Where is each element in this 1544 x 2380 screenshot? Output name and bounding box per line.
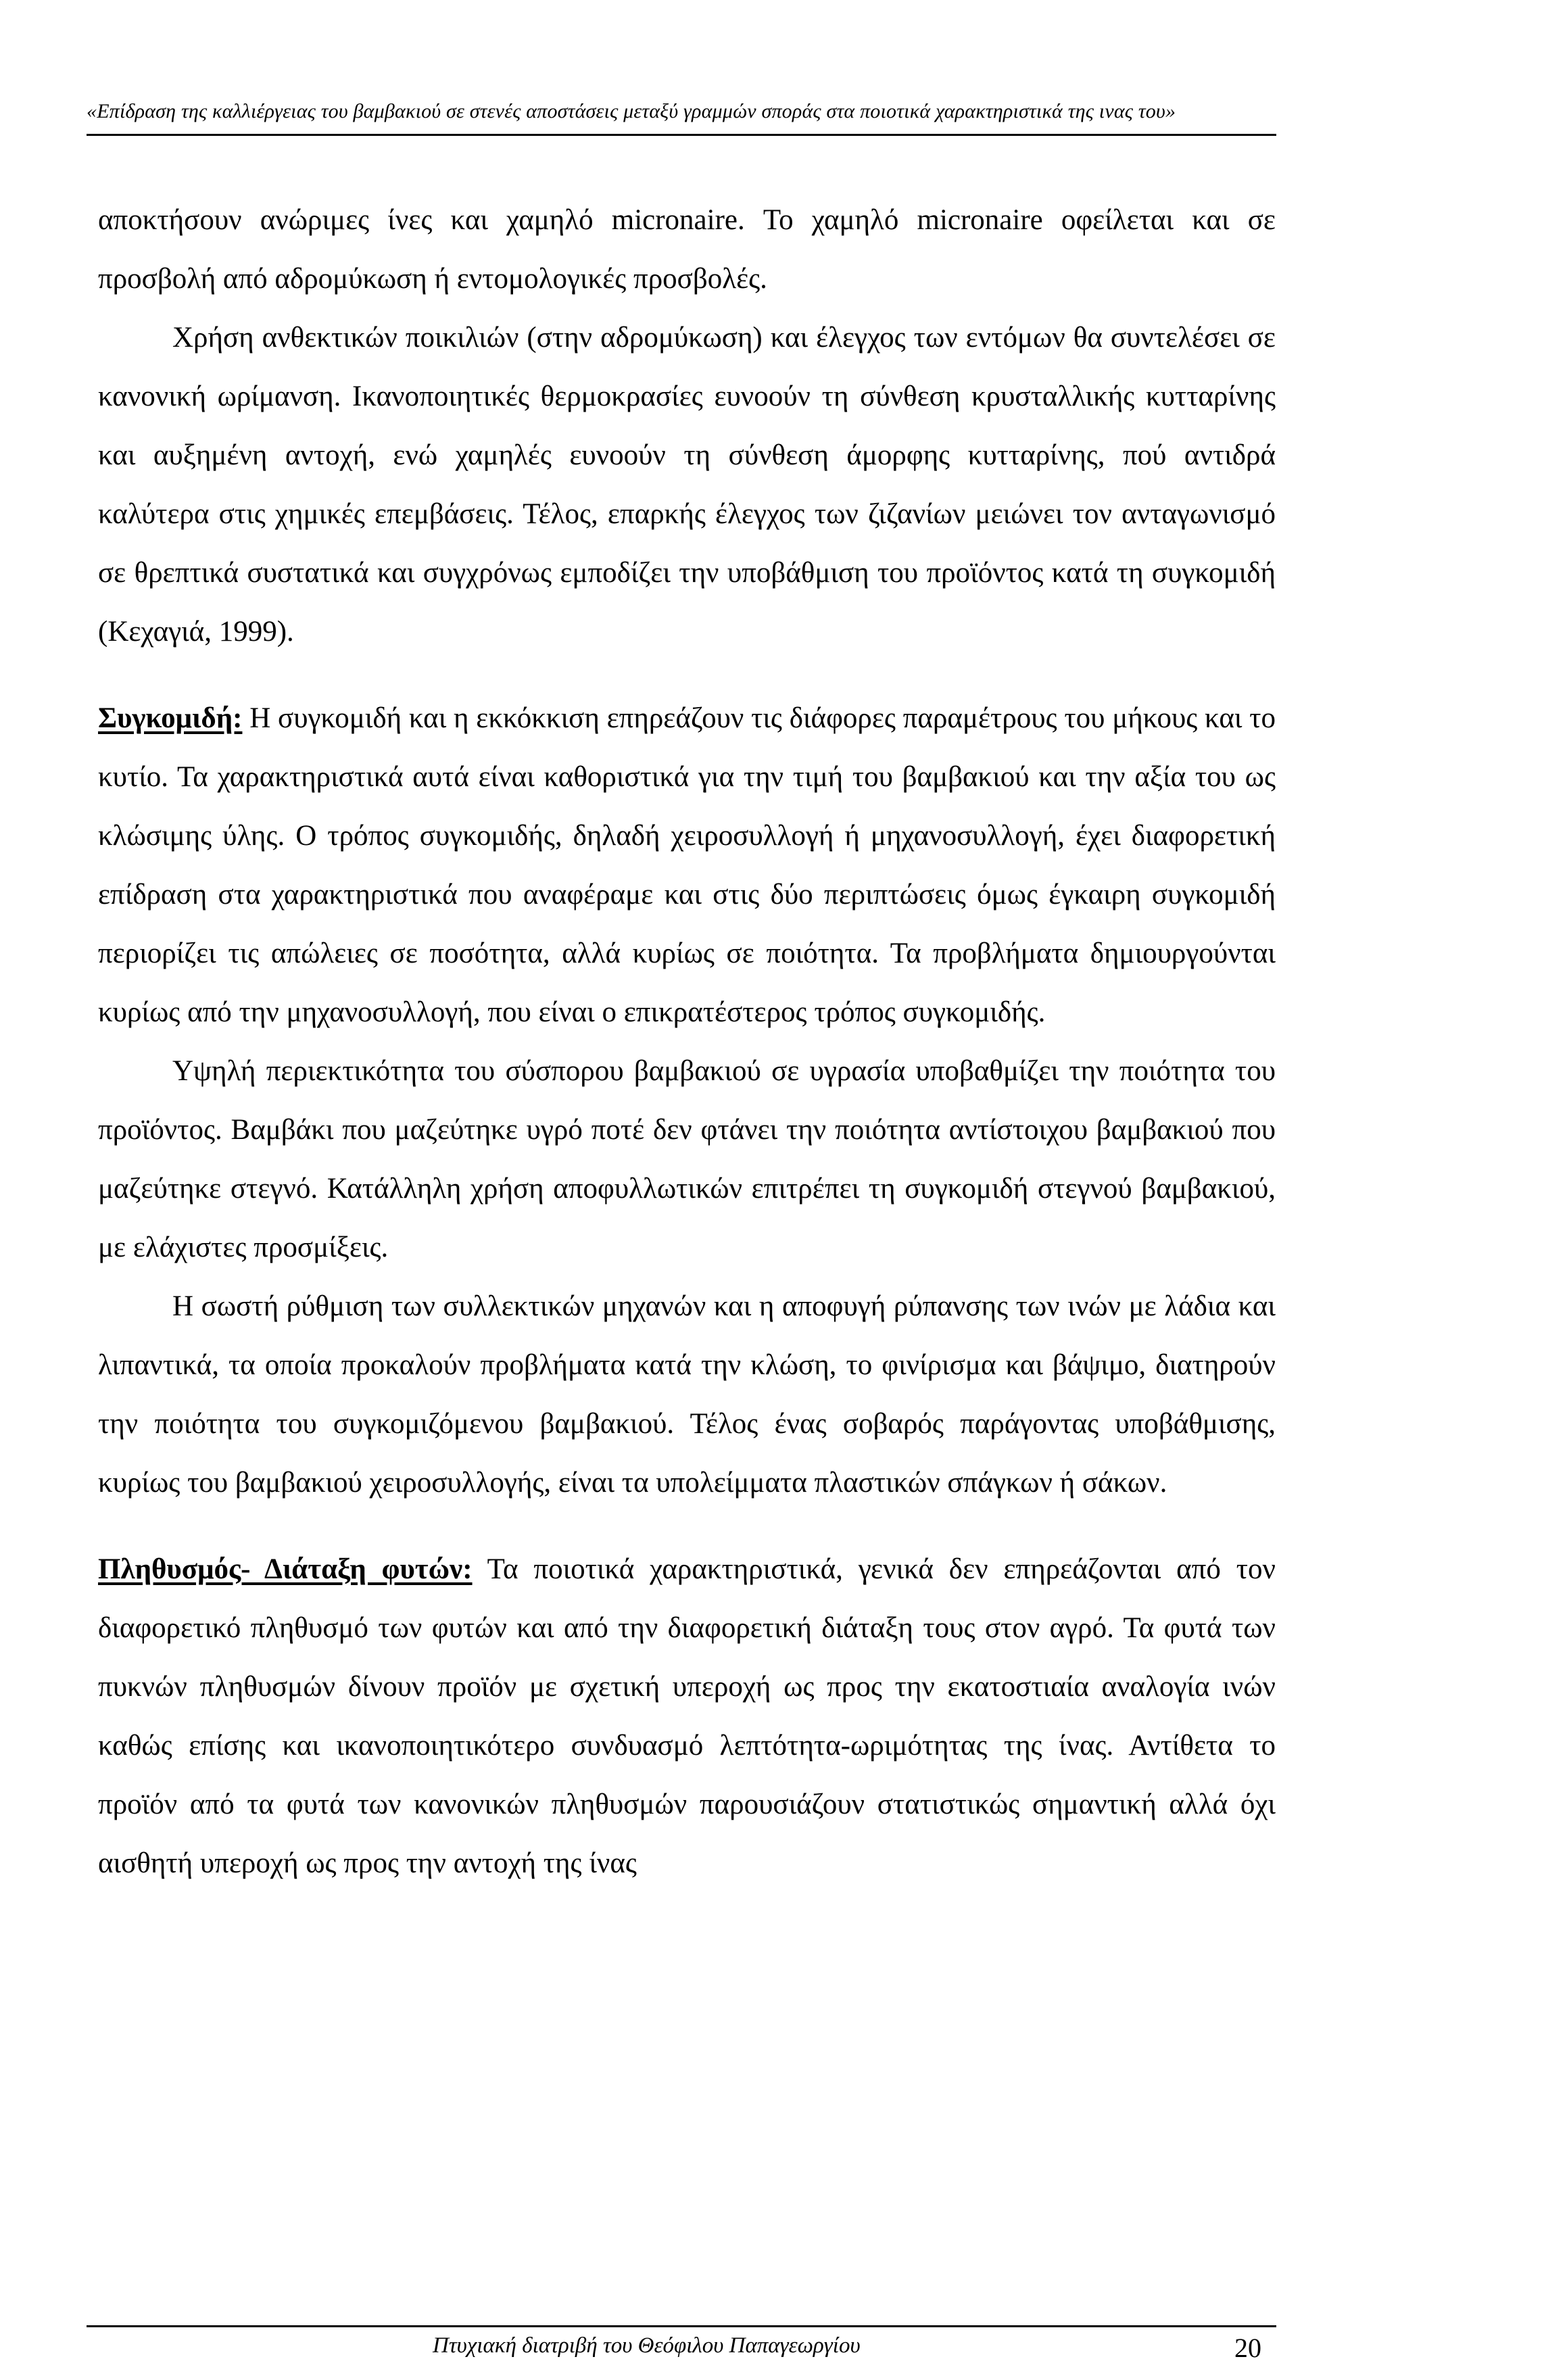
paragraph-continuation: αποκτήσουν ανώριμες ίνες και χαμηλό micronaire. Το χαμηλό micronaire οφείλεται και σε προσβολή από αδρομύκωση ή εντομολογικές προσβολές. [98, 204, 1276, 295]
section-title-harvest: Συγκομιδή: [98, 702, 243, 734]
section-population-paragraph [98, 1540, 1276, 1893]
population-text: Τα ποιοτικά χαρακτηριστικά, γενικά δεν επηρεάζονται από τον διαφορετικό πληθυσμό των φυτών και από την διαφορετική διάταξη τους στον αγρό. Τα φυτά των πυκνών πληθυσμών δίνουν προϊόν με σχετική υπεροχή ως προς την εκατοστιαία αναλογία ινών καθώς επίσης και ικανοποιητικότερο συνδυασμό λεπτότητα-ωριμότητας της ίνας. Αντίθετα το προϊόν από τα φυτά των κανονικών πληθυσμών παρουσιάζουν στατιστικώς σημαντική αλλά όχι αισθητή υπεροχή ως προς την αντοχή της ίνας [98, 1553, 1276, 1879]
footer-divider [87, 2325, 1276, 2327]
harvest-text: Η συγκομιδή και η εκκόκκιση επηρεάζουν τις διάφορες παραμέτρους του μήκους και το κυτίο. Τα χαρακτηριστικά αυτά είναι καθοριστικά για την τιμή του βαμβακιού και την αξία του ως κλώσιμης ύλης. Ο τρόπος συγκομιδής, δηλαδή χειροσυλλογή ή μηχανοσυλλογή, έχει διαφορετική επίδραση στα χαρακτηριστικά που αναφέραμε και στις δύο περιπτώσεις όμως έγκαιρη συγκομιδή περιορίζει τις απώλειες σε ποσότητα, αλλά κυρίως σε ποιότητα. Τα προβλήματα δημιουργούνται κυρίως από την μηχανοσυλλογή, που είναι ο επικρατέστερος τρόπος συγκομιδής. [98, 702, 1276, 1028]
running-header: «Επίδραση της καλλιέργειας του βαμβακιού σε στενές αποστάσεις μεταξύ γραμμών σποράς στα ποιοτικά χαρακτηριστικά της ινας του» [87, 100, 1176, 122]
paragraph-machinery: Η σωστή ρύθμιση των συλλεκτικών μηχανών και η αποφυγή ρύπανσης των ινών με λάδια και λιπαντικά, τα οποία προκαλούν προβλήματα κατά την κλώση, το φινίρισμα και βάψιμο, διατηρούν την ποιότητα του συγκομιζόμενου βαμβακιού. Τέλος ένας σοβαρός παράγοντας υποβάθμισης, κυρίως του βαμβακιού χειροσυλλογής, είναι τα υπολείμματα πλαστικών σπάγκων ή σάκων. [98, 1290, 1276, 1499]
page-number: 20 [1234, 2333, 1261, 2363]
main-text [98, 191, 1276, 1893]
paragraph-moisture: Υψηλή περιεκτικότητα του σύσπορου βαμβακιού σε υγρασία υποβαθμίζει την ποιότητα του προϊόντος. Βαμβάκι που μαζεύτηκε υγρό ποτέ δεν φτάνει την ποιότητα αντίστοιχου βαμβακιού που μαζεύτηκε στεγνό. Κατάλληλη χρήση αποφυλλωτικών επιτρέπει τη συγκομιδή στεγνού βαμβακιού, με ελάχιστες προσμίξεις. [98, 1055, 1276, 1263]
paragraph-ripening: Χρήση ανθεκτικών ποικιλιών (στην αδρομύκωση) και έλεγχος των εντόμων θα συντελέσει σε κανονική ωρίμανση. Ικανοποιητικές θερμοκρασίες ευνοούν τη σύνθεση κρυσταλλικής κυτταρίνης και αυξημένη αντοχή, ενώ χαμηλές ευνοούν τη σύνθεση άμορφης κυτταρίνης, πού αντιδρά καλύτερα στις χημικές επεμβάσεις. Τέλος, επαρκής έλεγχος των ζιζανίων μειώνει τον ανταγωνισμό σε θρεπτικά συστατικά και συγχρόνως εμποδίζει την υποβάθμιση του προϊόντος κατά τη συγκομιδή (Κεχαγιά, 1999). [98, 322, 1276, 648]
section-title-population: Πληθυσμός- Διάταξη φυτών: [98, 1553, 473, 1585]
section-harvest-paragraph [98, 689, 1276, 1042]
footer-thesis-label: Πτυχιακή διατριβή του Θεόφιλου Παπαγεωργίου [433, 2333, 861, 2358]
header-divider [87, 134, 1276, 136]
